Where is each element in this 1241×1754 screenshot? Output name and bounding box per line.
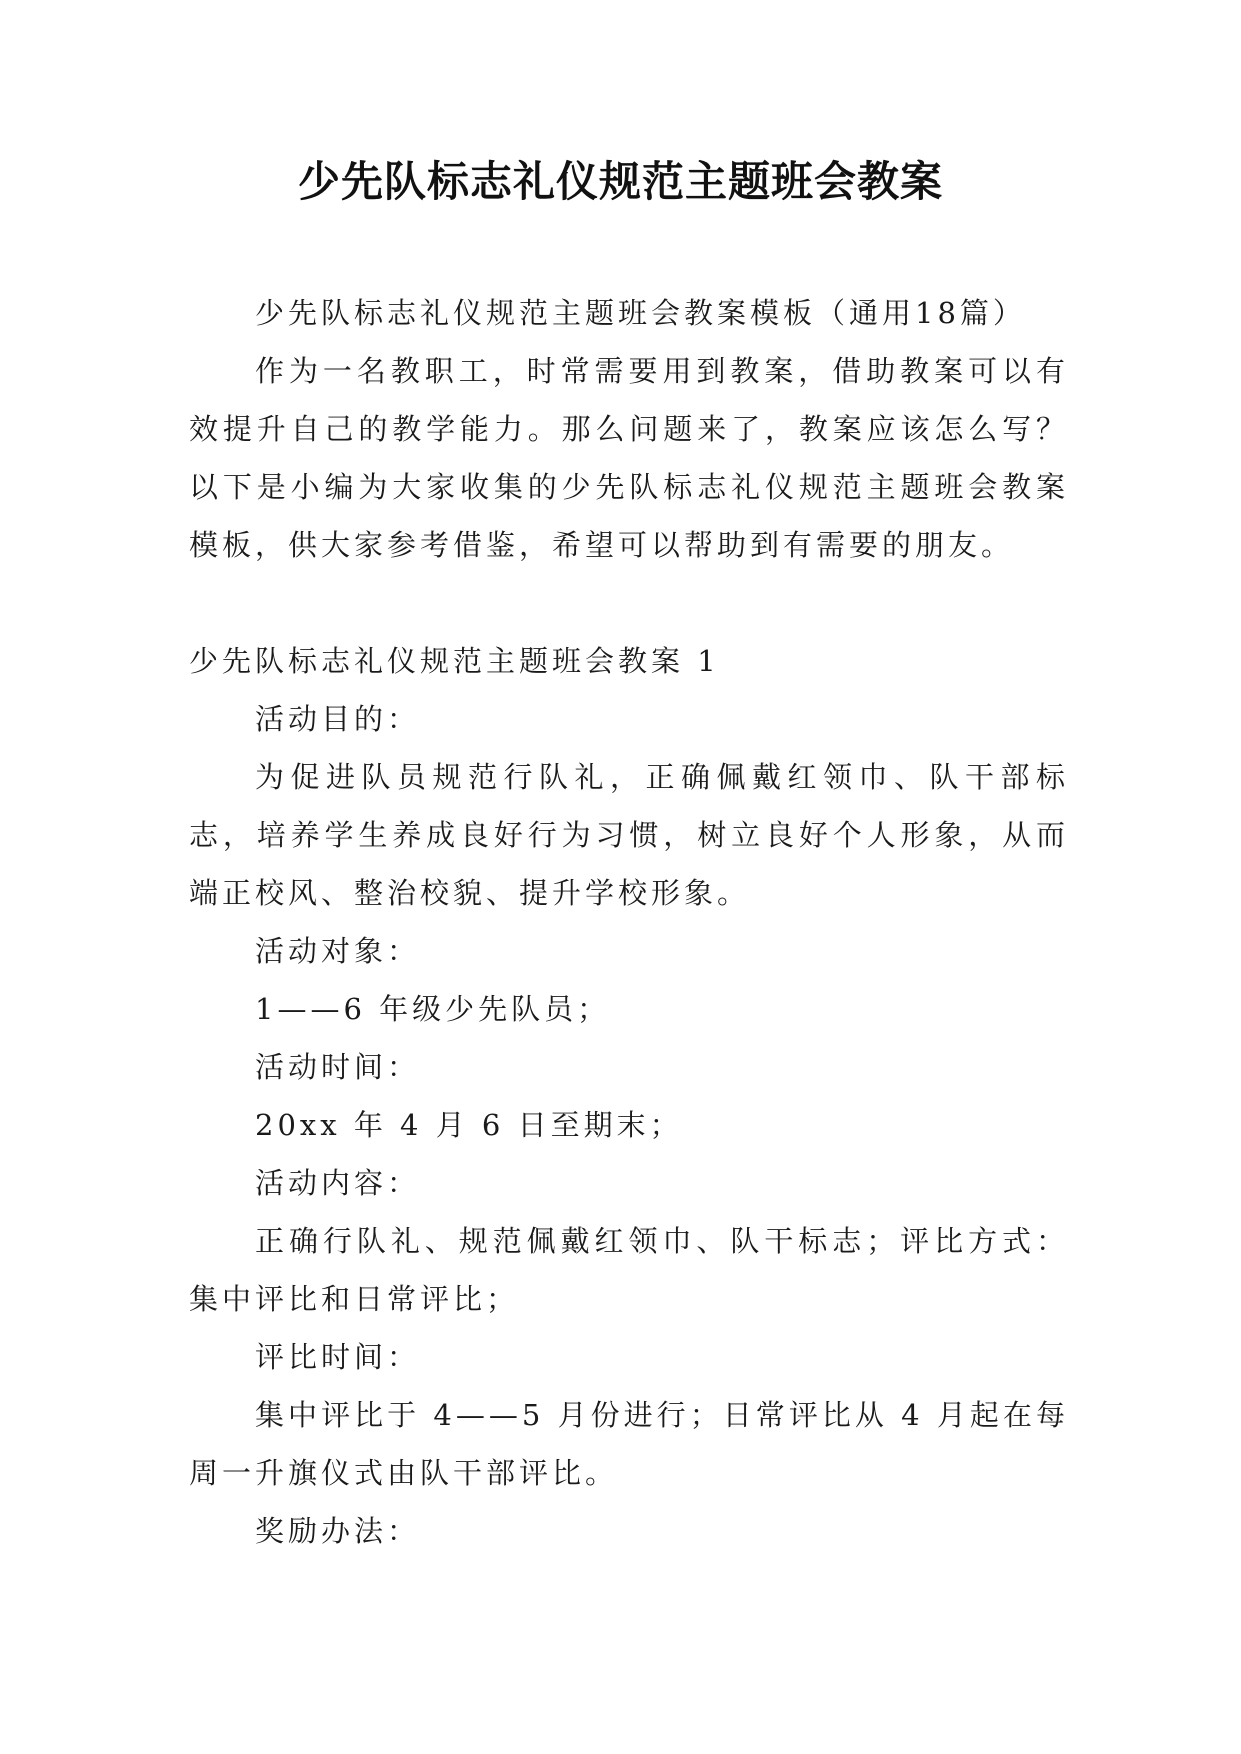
content-label: 活动内容： xyxy=(255,1166,421,1200)
time-paragraph: 20xx 年 4 月 6 日至期末； xyxy=(255,1108,683,1142)
content-paragraph: 正确行队礼、规范佩戴红领巾、队干标志；评比方式：集中评比和日常评比； xyxy=(189,1224,1069,1316)
time-label: 活动时间： xyxy=(255,1050,421,1084)
purpose-label: 活动目的： xyxy=(255,702,421,736)
eval-time-paragraph: 集中评比于 4——5 月份进行；日常评比从 4 月起在每周一升旗仪式由队干部评比。 xyxy=(189,1398,1069,1490)
section-heading: 少先队标志礼仪规范主题班会教案 1 xyxy=(189,644,720,678)
purpose-paragraph: 为促进队员规范行队礼，正确佩戴红领巾、队干部标志，培养学生养成良好行为习惯，树立良好个人形象，从而端正校风、整治校貌、提升学校形象。 xyxy=(189,760,1069,910)
eval-time-label: 评比时间： xyxy=(255,1340,421,1374)
target-label: 活动对象： xyxy=(255,934,421,968)
paragraph-gap xyxy=(189,574,1069,632)
target-paragraph: 1——6 年级少先队员； xyxy=(255,992,611,1026)
intro-paragraph: 作为一名教职工，时常需要用到教案，借助教案可以有效提升自己的教学能力。那么问题来了，教案应该怎么写？以下是小编为大家收集的少先队标志礼仪规范主题班会教案模板，供大家参考借鉴，希望可以帮助到有需要的朋友。 xyxy=(189,354,1069,562)
document-body xyxy=(189,284,1069,1560)
document-title: 少先队标志礼仪规范主题班会教案 xyxy=(297,157,943,206)
document-subtitle: 少先队标志礼仪规范主题班会教案模板（通用18篇） xyxy=(255,296,1026,330)
reward-label: 奖励办法： xyxy=(255,1514,421,1548)
